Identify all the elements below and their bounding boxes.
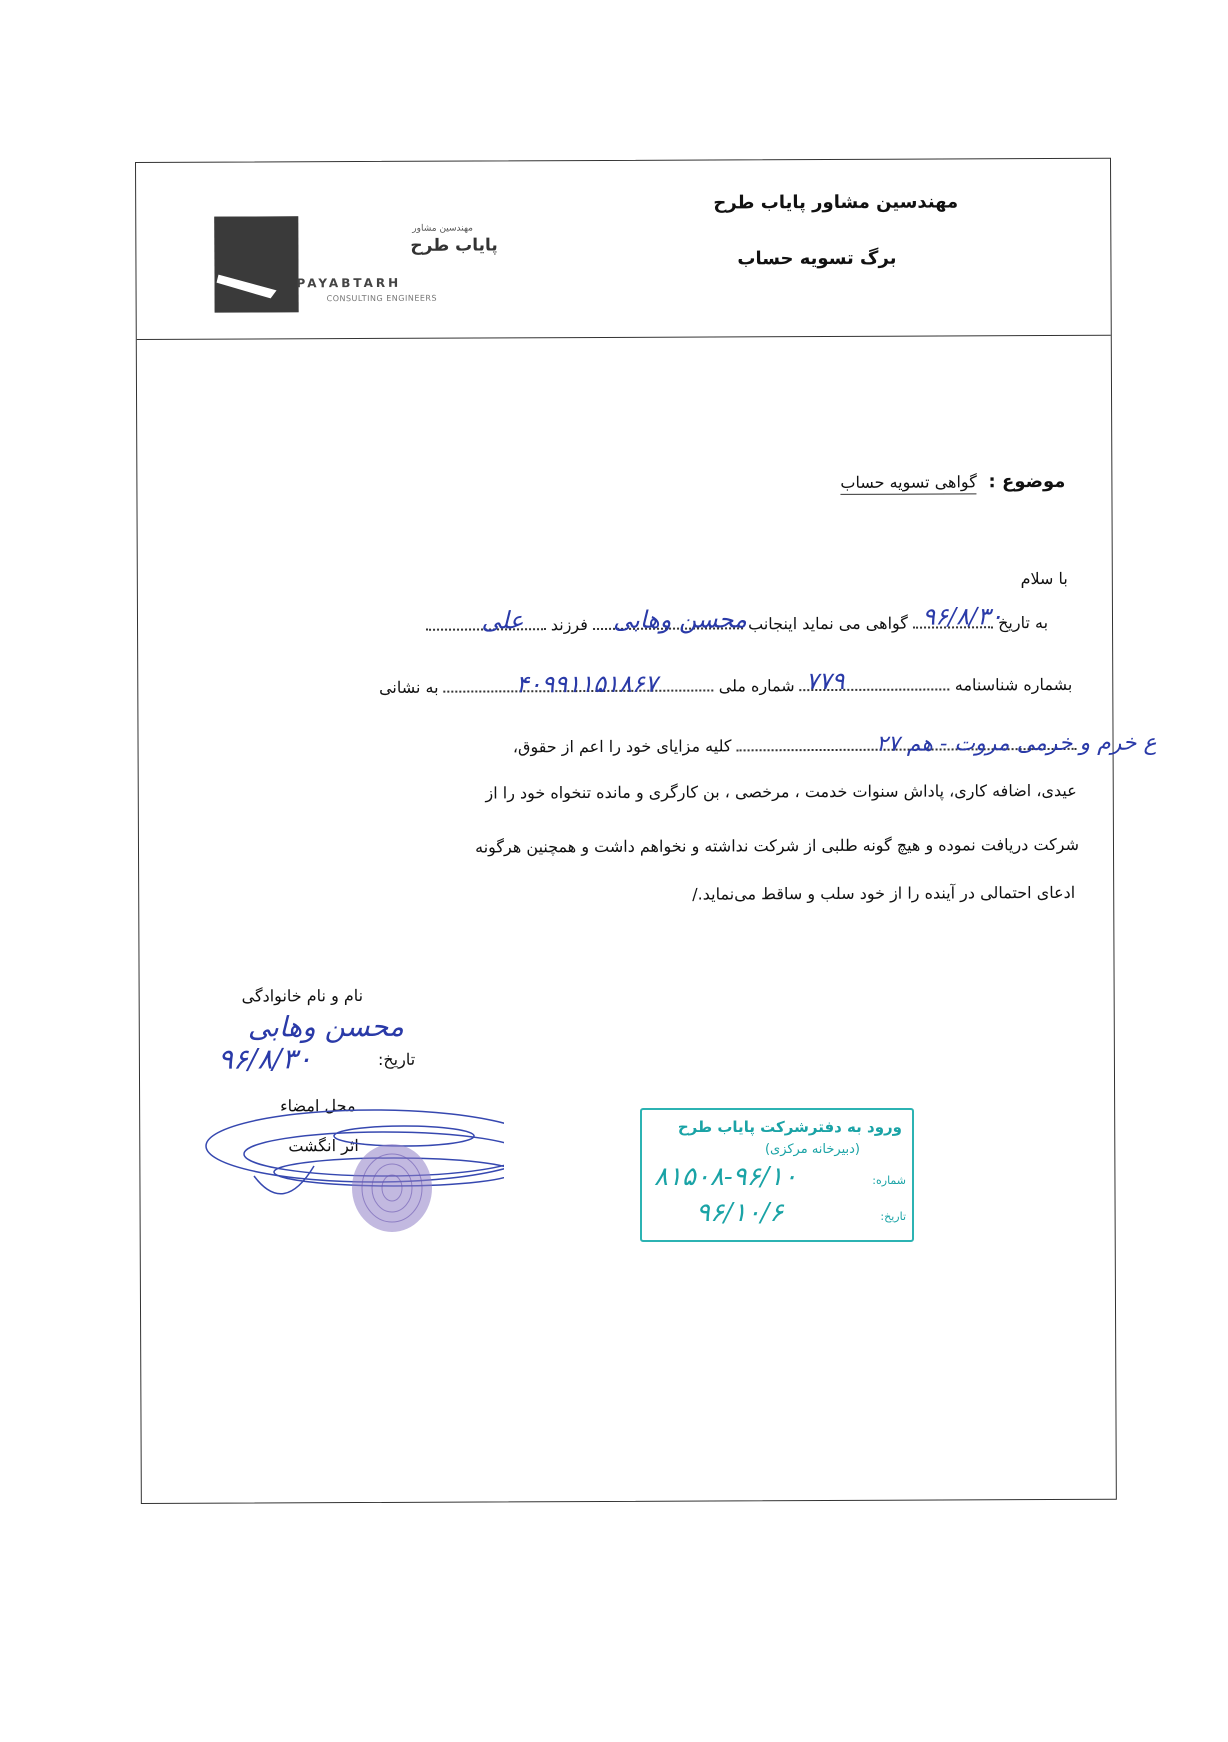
- handwritten-signature-date: ۹۶/۸/۳۰: [217, 1042, 313, 1076]
- subject-row: [840, 471, 1065, 493]
- company-logo: [214, 215, 514, 316]
- company-name: مهندسین مشاور پایاب طرح: [713, 191, 959, 214]
- form-title: برگ تسویه حساب: [737, 247, 897, 270]
- date-field: [913, 602, 1004, 631]
- header-divider: [137, 335, 1111, 340]
- signature-place-label: محل امضاء: [280, 1096, 356, 1116]
- stamp-number-value: ۸۱۵۰۸-۹۶/۱۰: [654, 1162, 798, 1192]
- national-label: شماره ملی: [718, 676, 795, 696]
- handwritten-father: علی: [481, 606, 524, 635]
- handwritten-name: محسن وهابی: [613, 605, 748, 634]
- logo-persian-subtitle: مهندسین مشاور: [412, 223, 473, 234]
- logo-english-subtitle: CONSULTING ENGINEERS: [326, 293, 438, 304]
- handwritten-id: ۷۷۹: [805, 666, 845, 696]
- name-field: [593, 605, 748, 634]
- greeting: با سلام: [1020, 568, 1068, 589]
- son-of-label: فرزند: [550, 615, 588, 635]
- handwritten-address: ع خرم و خرمی مروت - هم ۲۷: [875, 730, 1157, 757]
- stamp-number-label: شماره:: [872, 1174, 906, 1187]
- benefits-text: کلیه مزایای خود را اعم از حقوق،: [512, 736, 732, 757]
- stamp-date-value: ۹۶/۱۰/۶: [696, 1198, 784, 1228]
- address-label: به نشانی: [379, 677, 439, 697]
- handwritten-signature-name: محسن وهابی: [247, 1009, 405, 1044]
- body-line-3: [512, 730, 1157, 757]
- logo-persian-name: پایاب طرح: [410, 235, 498, 256]
- stamp-line-1: ورود به دفترشرکت پایاب طرح: [677, 1118, 902, 1136]
- id-field: [800, 666, 950, 696]
- body-line-1: [426, 602, 1049, 635]
- handwritten-date: ۹۶/۸/۳۰: [922, 602, 1004, 631]
- registry-stamp: [640, 1108, 914, 1242]
- fingerprint-label: اثر انگشت: [288, 1136, 359, 1156]
- body-line-2: [379, 666, 1073, 699]
- handwritten-national-id: ۴۰۹۹۱۱۵۱۸۶۷: [515, 669, 658, 699]
- address-field: [737, 730, 1157, 757]
- body-line-6: ادعای احتمالی در آینده را از خود سلب و ساقط می‌نماید./: [692, 882, 1076, 904]
- date-prefix: به تاریخ: [998, 613, 1049, 633]
- stamp-date-label: تاریخ:: [880, 1210, 906, 1223]
- signature-date-label: تاریخ:: [377, 1049, 416, 1069]
- logo-mark-icon: [214, 216, 298, 312]
- father-field: [426, 606, 546, 635]
- document-frame: [135, 158, 1157, 1504]
- body-line-5: شرکت دریافت نموده و هیچ گونه طلبی از شرکت نداشته و نخواهم داشت و همچنین هرگونه: [475, 834, 1080, 857]
- subject-text: گواهی تسویه حساب: [840, 472, 977, 495]
- logo-english-name: PAYABTARH: [296, 275, 402, 291]
- id-label: بشماره شناسنامه: [954, 674, 1073, 695]
- national-field: [444, 669, 714, 699]
- subject-label: موضوع :: [988, 470, 1066, 493]
- stamp-line-2: (دبیرخانه مرکزی): [764, 1142, 860, 1157]
- full-name-label: نام و نام خانوادگی: [241, 986, 364, 1006]
- body-line-4: عیدی، اضافه کاری، پاداش سنوات خدمت ، مرخصی ، بن کارگری و مانده تنخواه خود را از: [485, 780, 1077, 803]
- certify-text: گواهی می نماید اینجانب: [748, 613, 908, 634]
- signature-and-fingerprint-icon: [164, 1106, 504, 1236]
